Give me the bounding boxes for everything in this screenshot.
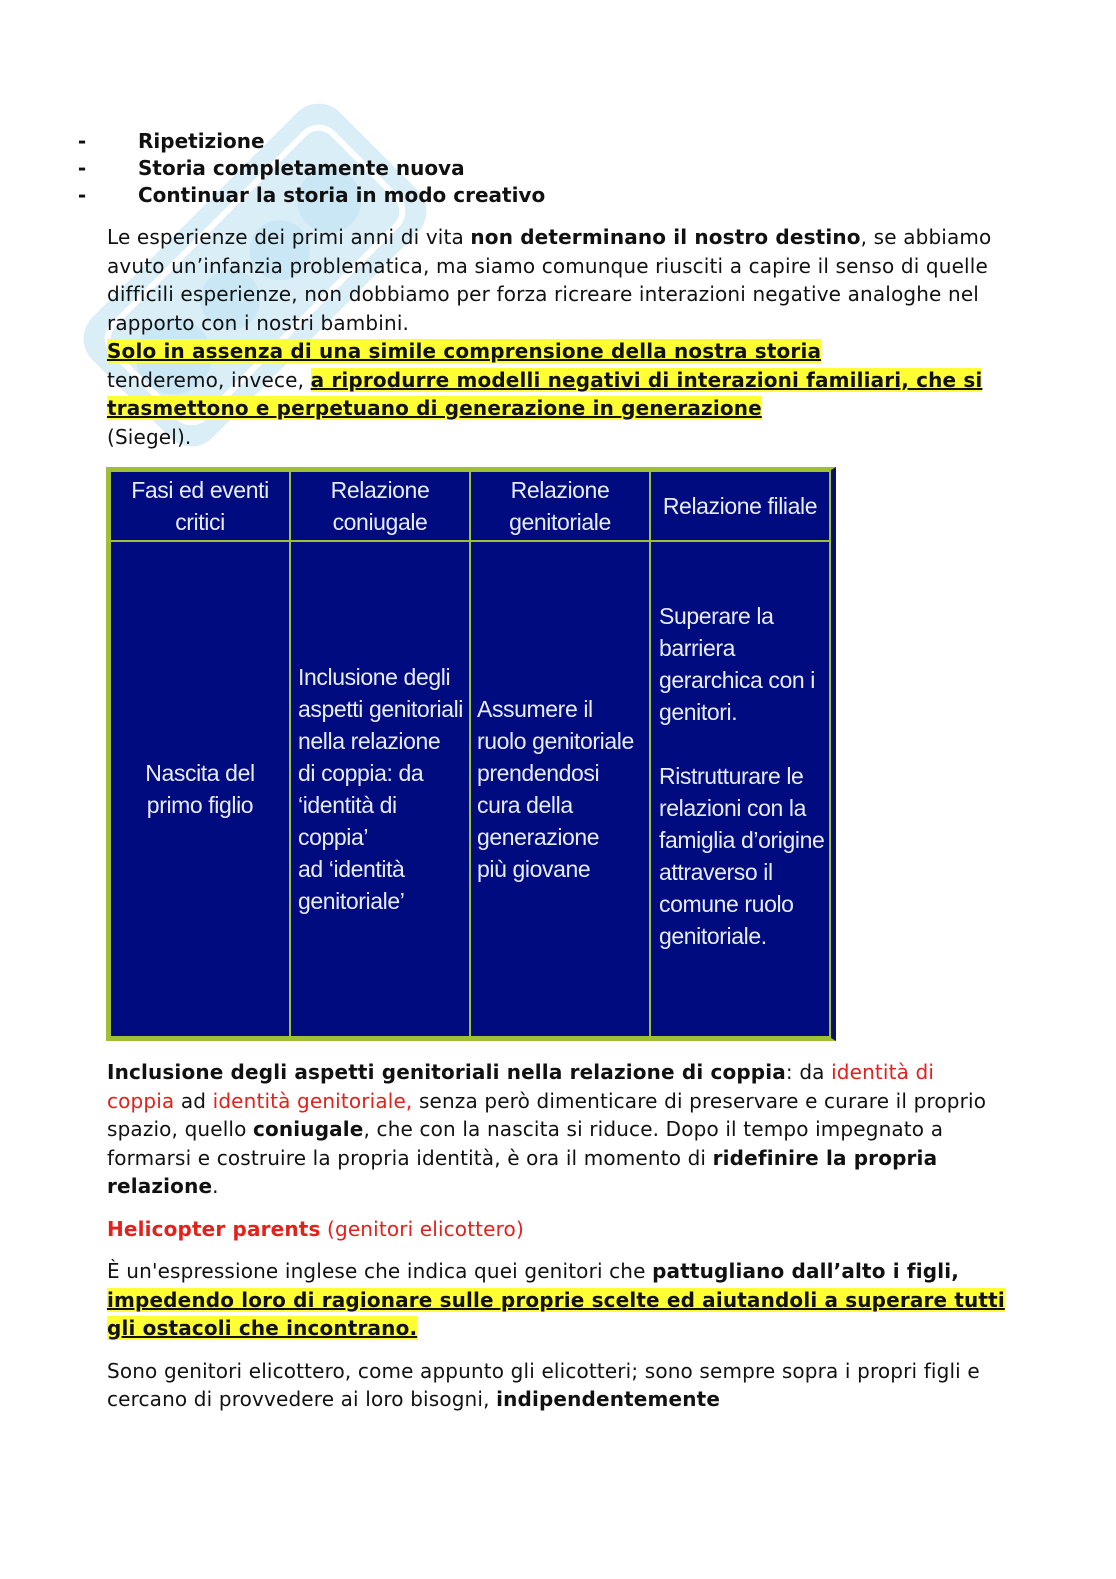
- list-item: - Continuar la storia in modo creativo: [77, 183, 546, 207]
- highlight: Solo in assenza di una simile comprensione della nostra storia: [107, 339, 822, 363]
- document-page: [77, 128, 1007, 451]
- life-events-table: [109, 470, 831, 1038]
- table-cell: Nascita del primo figlio: [110, 541, 290, 1037]
- slide-table-image: [106, 467, 836, 1041]
- table-header: Relazione genitoriale: [470, 471, 650, 541]
- highlight: a riprodurre modelli negativi di interazioni familiari, che si trasmettono e perpetuano di generazione in generazione: [107, 367, 983, 420]
- list-item: - Ripetizione: [77, 129, 265, 153]
- table-header-row: [110, 471, 830, 541]
- table-cell: Inclusione degli aspetti genitoriali nella relazione di coppia: da ‘identità di coppia’ ad ‘identità genitoriale’: [290, 541, 470, 1037]
- table-header: Relazione coniugale: [290, 471, 470, 541]
- paragraph-destino: Le esperienze dei primi anni di vita non determinano il nostro destino, se abbiamo avuto un’infanzia problematica, ma siamo comunque riusciti a capire il senso di quelle difficili esperienze, non dobbiamo per forza ricreare interazioni negative analoghe nel rapporto con i nostri bambini. Solo in assenza di una simile comprensione della nostra storia tenderemo, invece, a riprodurre modelli negativi di interazioni familiari, che si trasmettono e perpetuano di generazione in generazione (Siegel).: [107, 225, 992, 449]
- paragraph-elicottero: Sono genitori elicottero, come appunto gli elicotteri; sono sempre sopra i propri figli e cercano di provvedere ai loro bisogni, indipendentemente: [107, 1358, 980, 1411]
- paragraph-inclusione: Inclusione degli aspetti genitoriali nella relazione di coppia: da identità di coppia ad identità genitoriale, senza però dimenticare di preservare e curare il proprio spazio, quello coniugale, che con la nascita si riduce. Dopo il tempo impegnato a formarsi e costruire la propria identità, è ora il momento di ridefinire la propria relazione.: [107, 1060, 987, 1198]
- table-row: [110, 541, 830, 1037]
- table-header: Relazione filiale: [650, 471, 830, 541]
- list-item: - Storia completamente nuova: [77, 156, 465, 180]
- paragraph-helicopter: È un'espressione inglese che indica quei genitori che pattugliano dall’alto i figli, impedendo loro di ragionare sulle proprie scelte ed aiutandoli a superare tutti gli ostacoli che incontrano.: [107, 1259, 1005, 1340]
- highlight: impedendo loro di ragionare sulle proprie scelte ed aiutandoli a superare tutti gli ostacoli che incontrano.: [107, 1287, 1005, 1340]
- table-cell: Superare la barriera gerarchica con i genitori. Ristrutturare le relazioni con la famiglia d’origine attraverso il comune ruolo genitoriale.: [650, 541, 830, 1037]
- document-page-lower: [107, 1058, 1007, 1414]
- section-heading: Helicopter parents (genitori elicottero): [107, 1216, 524, 1241]
- table-header: Fasi ed eventi critici: [110, 471, 290, 541]
- bullet-list: [77, 128, 1007, 209]
- table-cell: Assumere il ruolo genitoriale prendendosi cura della generazione più giovane: [470, 541, 650, 1037]
